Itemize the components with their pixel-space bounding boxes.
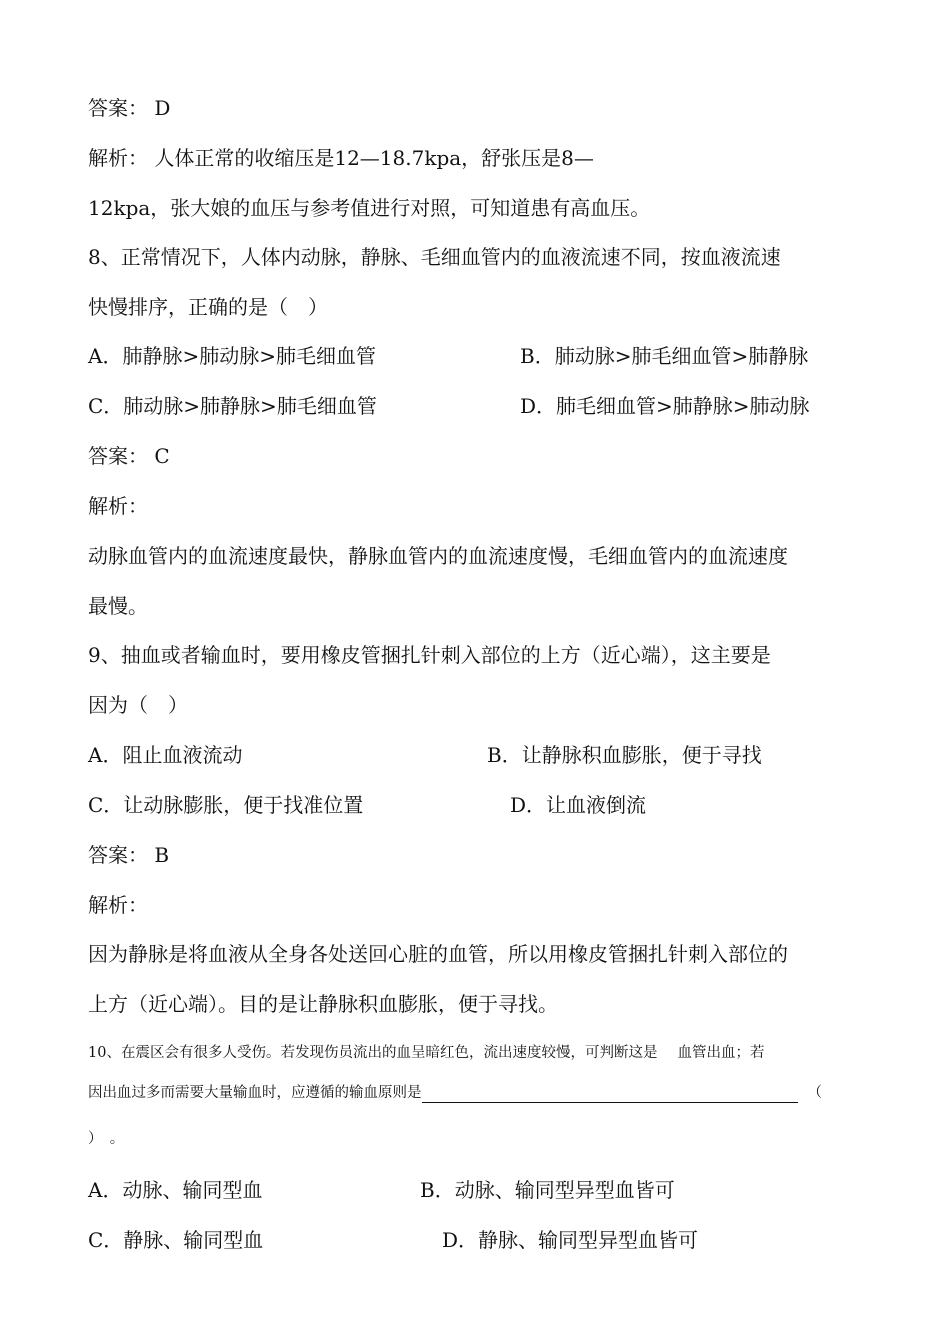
explanation-8-label: 解析： xyxy=(88,494,148,518)
option-10-d: D．静脉、输同型异型血皆可 xyxy=(442,1228,699,1252)
explanation-8-line-1: 动脉血管内的血流速度最快，静脉血管内的血流速度慢，毛细血管内的血流速度 xyxy=(88,544,788,568)
explanation-7-line-1: 解析： 人体正常的收缩压是12—18.7kpa，舒张压是8— xyxy=(88,146,594,170)
explanation-9-line-1: 因为静脉是将血液从全身各处送回心脏的血管，所以用橡皮管捆扎针刺入部位的 xyxy=(88,942,788,966)
option-8-a: A．肺静脉>肺动脉>肺毛细血管 xyxy=(88,344,376,368)
question-10-open-paren: （ xyxy=(807,1085,822,1101)
question-8-line-2: 快慢排序，正确的是（ ） xyxy=(88,295,328,319)
question-10-line-2 xyxy=(88,1083,870,1103)
answer-blank-line xyxy=(422,1084,798,1103)
answer-8: 答案： C xyxy=(88,444,170,468)
answer-7: 答案： D xyxy=(88,96,171,120)
question-10-line-3: ） 。 xyxy=(88,1131,125,1147)
explanation-7-line-2: 12kpa，张大娘的血压与参考值进行对照，可知道患有高血压。 xyxy=(88,196,651,220)
option-9-c: C．让动脉膨胀，便于找准位置 xyxy=(88,793,364,817)
option-8-b: B．肺动脉>肺毛细血管>肺静脉 xyxy=(520,344,809,368)
question-10-line-1-end: 血管出血；若 xyxy=(677,1045,765,1061)
answer-9: 答案： B xyxy=(88,843,170,867)
question-10-line-1-start: 10、在震区会有很多人受伤。若发现伤员流出的血呈暗红色，流出速度较慢，可判断这是 xyxy=(88,1045,658,1061)
option-8-c: C．肺动脉>肺静脉>肺毛细血管 xyxy=(88,394,377,418)
question-9-line-1: 9、抽血或者输血时，要用橡皮管捆扎针刺入部位的上方（近心端），这主要是 xyxy=(88,643,771,667)
question-10-line-2-text: 因出血过多而需要大量输血时，应遵循的输血原则是 xyxy=(88,1085,422,1101)
option-9-b: B．让静脉积血膨胀，便于寻找 xyxy=(487,743,762,767)
option-10-c: C．静脉、输同型血 xyxy=(88,1228,264,1252)
option-8-d: D．肺毛细血管>肺静脉>肺动脉 xyxy=(520,394,810,418)
question-8-line-1: 8、正常情况下，人体内动脉，静脉、毛细血管内的血液流速不同，按血液流速 xyxy=(88,245,781,269)
explanation-9-label: 解析： xyxy=(88,893,148,917)
question-9-line-2: 因为（ ） xyxy=(88,693,188,717)
option-9-a: A．阻止血液流动 xyxy=(88,743,243,767)
explanation-9-line-2: 上方（近心端）。目的是让静脉积血膨胀，便于寻找。 xyxy=(88,992,558,1016)
question-10-line-1 xyxy=(88,1043,870,1063)
option-10-b: B．动脉、输同型异型血皆可 xyxy=(420,1178,675,1202)
option-9-d: D．让血液倒流 xyxy=(510,793,647,817)
option-10-a: A．动脉、输同型血 xyxy=(88,1178,263,1202)
explanation-8-line-2: 最慢。 xyxy=(88,594,148,618)
